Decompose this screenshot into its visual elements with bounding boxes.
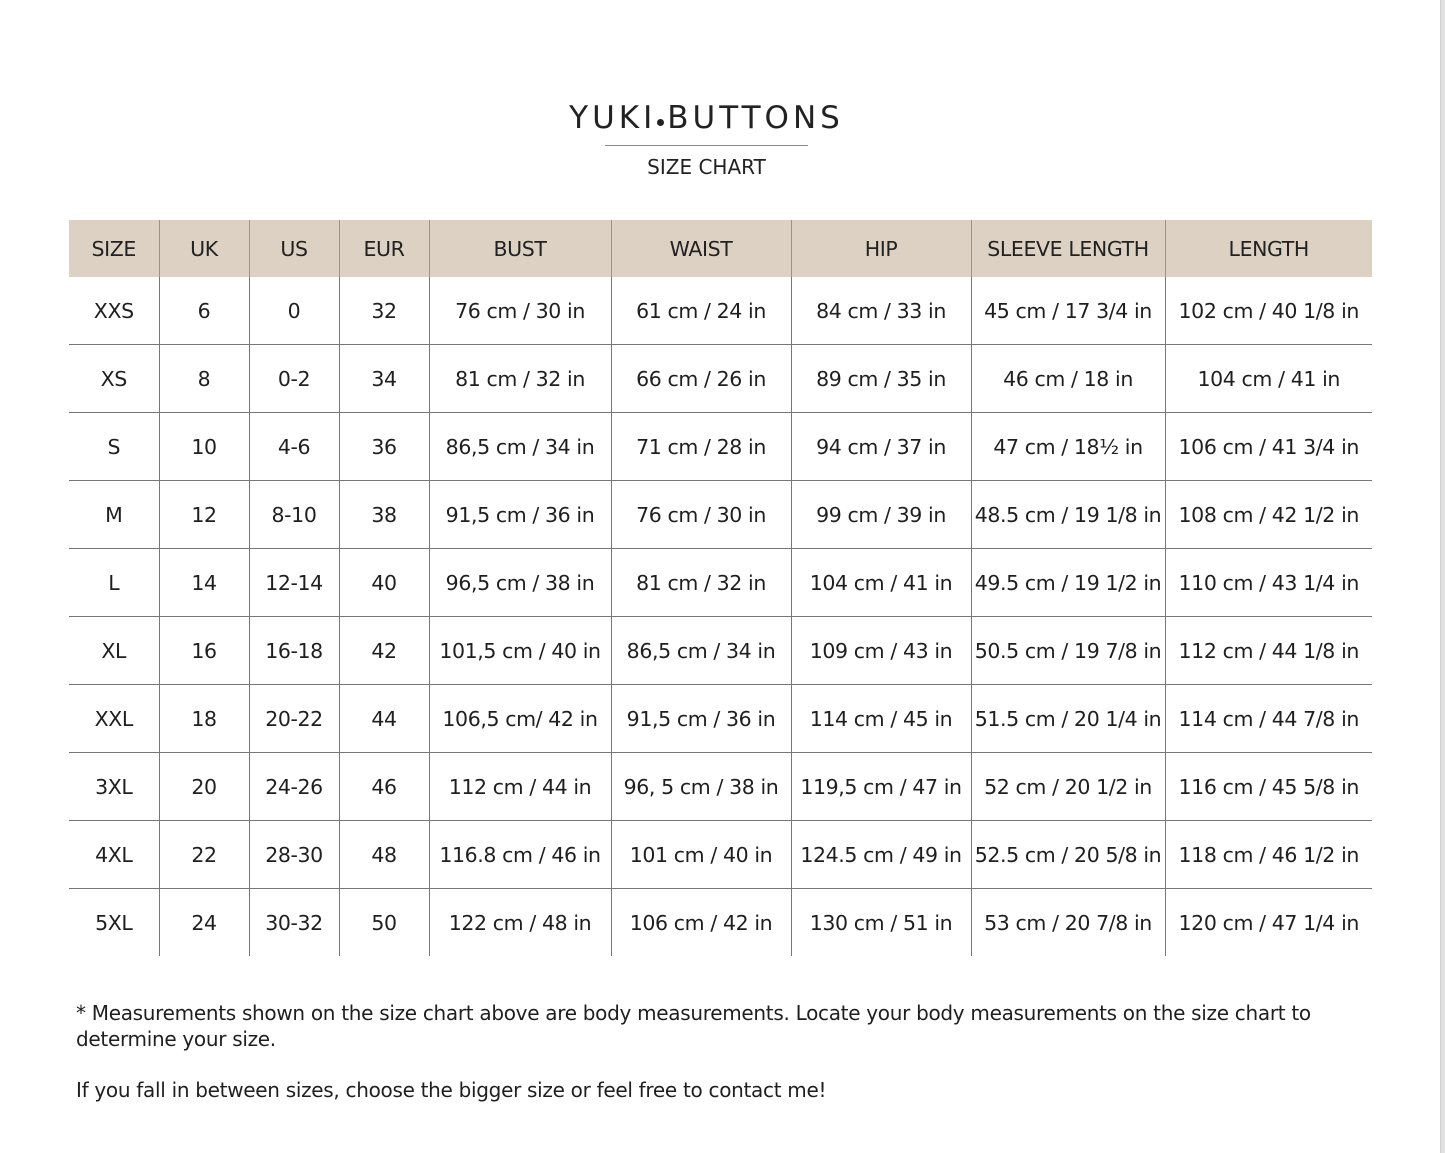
column-header-uk: UK [159,220,249,277]
table-cell-eur: 46 [339,753,429,821]
table-cell-bust: 91,5 cm / 36 in [429,481,611,549]
table-cell-length: 104 cm / 41 in [1165,345,1372,413]
table-cell-us: 28-30 [249,821,339,889]
table-cell-size: 4XL [69,821,159,889]
table-cell-bust: 101,5 cm / 40 in [429,617,611,685]
table-cell-uk: 16 [159,617,249,685]
column-header-size: SIZE [69,220,159,277]
size-chart-table [69,220,1372,956]
table-cell-length: 114 cm / 44 7/8 in [1165,685,1372,753]
table-cell-us: 0 [249,277,339,345]
table-cell-sleeve-length: 47 cm / 18½ in [971,413,1165,481]
table-cell-size: M [69,481,159,549]
table-cell-eur: 48 [339,821,429,889]
table-cell-length: 102 cm / 40 1/8 in [1165,277,1372,345]
table-cell-us: 12-14 [249,549,339,617]
table-cell-size: XXS [69,277,159,345]
table-body [69,277,1372,956]
table-cell-size: L [69,549,159,617]
table-cell-bust: 76 cm / 30 in [429,277,611,345]
table-row [69,549,1372,617]
page-edge [1440,0,1445,1153]
brand-logo [0,100,1413,136]
table-cell-eur: 32 [339,277,429,345]
table-cell-waist: 86,5 cm / 34 in [611,617,791,685]
table-cell-bust: 122 cm / 48 in [429,889,611,957]
table-cell-eur: 44 [339,685,429,753]
table-cell-size: 3XL [69,753,159,821]
table-cell-length: 116 cm / 45 5/8 in [1165,753,1372,821]
table-cell-waist: 71 cm / 28 in [611,413,791,481]
column-header-sleeve-length: SLEEVE LENGTH [971,220,1165,277]
table-header-row [69,220,1372,277]
table-cell-sleeve-length: 52 cm / 20 1/2 in [971,753,1165,821]
table-cell-us: 4-6 [249,413,339,481]
table-cell-waist: 101 cm / 40 in [611,821,791,889]
table-cell-us: 0-2 [249,345,339,413]
table-cell-sleeve-length: 49.5 cm / 19 1/2 in [971,549,1165,617]
table-cell-sleeve-length: 50.5 cm / 19 7/8 in [971,617,1165,685]
table-cell-hip: 114 cm / 45 in [791,685,971,753]
table-row [69,277,1372,345]
page-subtitle: SIZE CHART [647,155,766,179]
table-cell-sleeve-length: 51.5 cm / 20 1/4 in [971,685,1165,753]
column-header-waist: WAIST [611,220,791,277]
table-cell-eur: 34 [339,345,429,413]
table-cell-sleeve-length: 46 cm / 18 in [971,345,1165,413]
table-cell-eur: 42 [339,617,429,685]
table-cell-eur: 50 [339,889,429,957]
brand-logo-part-1: YUKI [569,100,657,136]
table-cell-us: 8-10 [249,481,339,549]
table-cell-hip: 124.5 cm / 49 in [791,821,971,889]
table-row [69,345,1372,413]
table-cell-eur: 38 [339,481,429,549]
table-row [69,617,1372,685]
table-cell-us: 20-22 [249,685,339,753]
table-cell-hip: 119,5 cm / 47 in [791,753,971,821]
table-cell-size: XS [69,345,159,413]
column-header-eur: EUR [339,220,429,277]
table-row [69,753,1372,821]
table-row [69,821,1372,889]
table-cell-us: 16-18 [249,617,339,685]
table-cell-waist: 91,5 cm / 36 in [611,685,791,753]
table-cell-sleeve-length: 45 cm / 17 3/4 in [971,277,1165,345]
brand-divider [605,145,808,146]
table-cell-length: 120 cm / 47 1/4 in [1165,889,1372,957]
table-cell-sleeve-length: 48.5 cm / 19 1/8 in [971,481,1165,549]
table-cell-uk: 24 [159,889,249,957]
table-cell-size: XXL [69,685,159,753]
table-cell-bust: 81 cm / 32 in [429,345,611,413]
table-cell-uk: 22 [159,821,249,889]
table-row [69,685,1372,753]
table-cell-us: 30-32 [249,889,339,957]
table-cell-uk: 8 [159,345,249,413]
table-cell-sleeve-length: 52.5 cm / 20 5/8 in [971,821,1165,889]
table-cell-uk: 14 [159,549,249,617]
table-cell-size: XL [69,617,159,685]
table-cell-length: 110 cm / 43 1/4 in [1165,549,1372,617]
table-cell-uk: 6 [159,277,249,345]
table-cell-hip: 130 cm / 51 in [791,889,971,957]
table-cell-bust: 116.8 cm / 46 in [429,821,611,889]
brand-logo-part-2: BUTTONS [667,100,844,136]
table-cell-eur: 40 [339,549,429,617]
table-cell-bust: 112 cm / 44 in [429,753,611,821]
column-header-bust: BUST [429,220,611,277]
table-cell-uk: 18 [159,685,249,753]
table-cell-uk: 20 [159,753,249,821]
column-header-length: LENGTH [1165,220,1372,277]
between-sizes-note: If you fall in between sizes, choose the bigger size or feel free to contact me! [76,1078,827,1102]
table-cell-uk: 12 [159,481,249,549]
table-cell-waist: 61 cm / 24 in [611,277,791,345]
column-header-us: US [249,220,339,277]
table-cell-us: 24-26 [249,753,339,821]
column-header-hip: HIP [791,220,971,277]
table-cell-bust: 106,5 cm/ 42 in [429,685,611,753]
table-cell-hip: 94 cm / 37 in [791,413,971,481]
table-cell-waist: 81 cm / 32 in [611,549,791,617]
table-cell-length: 108 cm / 42 1/2 in [1165,481,1372,549]
table-cell-length: 106 cm / 41 3/4 in [1165,413,1372,481]
table-cell-uk: 10 [159,413,249,481]
table-cell-waist: 76 cm / 30 in [611,481,791,549]
table-row [69,481,1372,549]
table-cell-bust: 86,5 cm / 34 in [429,413,611,481]
brand-dot-icon [657,119,664,126]
table-cell-length: 118 cm / 46 1/2 in [1165,821,1372,889]
table-cell-hip: 104 cm / 41 in [791,549,971,617]
table-cell-waist: 96, 5 cm / 38 in [611,753,791,821]
table-cell-length: 112 cm / 44 1/8 in [1165,617,1372,685]
table-cell-bust: 96,5 cm / 38 in [429,549,611,617]
table-row [69,889,1372,957]
table-cell-waist: 106 cm / 42 in [611,889,791,957]
table-cell-waist: 66 cm / 26 in [611,345,791,413]
table-cell-size: S [69,413,159,481]
table-row [69,413,1372,481]
measurement-note: * Measurements shown on the size chart above are body measurements. Locate your body measurements on the size chart to determine your size. [76,1001,1311,1051]
table-cell-eur: 36 [339,413,429,481]
table-cell-sleeve-length: 53 cm / 20 7/8 in [971,889,1165,957]
table-cell-hip: 89 cm / 35 in [791,345,971,413]
table-cell-hip: 109 cm / 43 in [791,617,971,685]
table-cell-size: 5XL [95,910,133,935]
table-cell-hip: 84 cm / 33 in [791,277,971,345]
table-cell-hip: 99 cm / 39 in [791,481,971,549]
